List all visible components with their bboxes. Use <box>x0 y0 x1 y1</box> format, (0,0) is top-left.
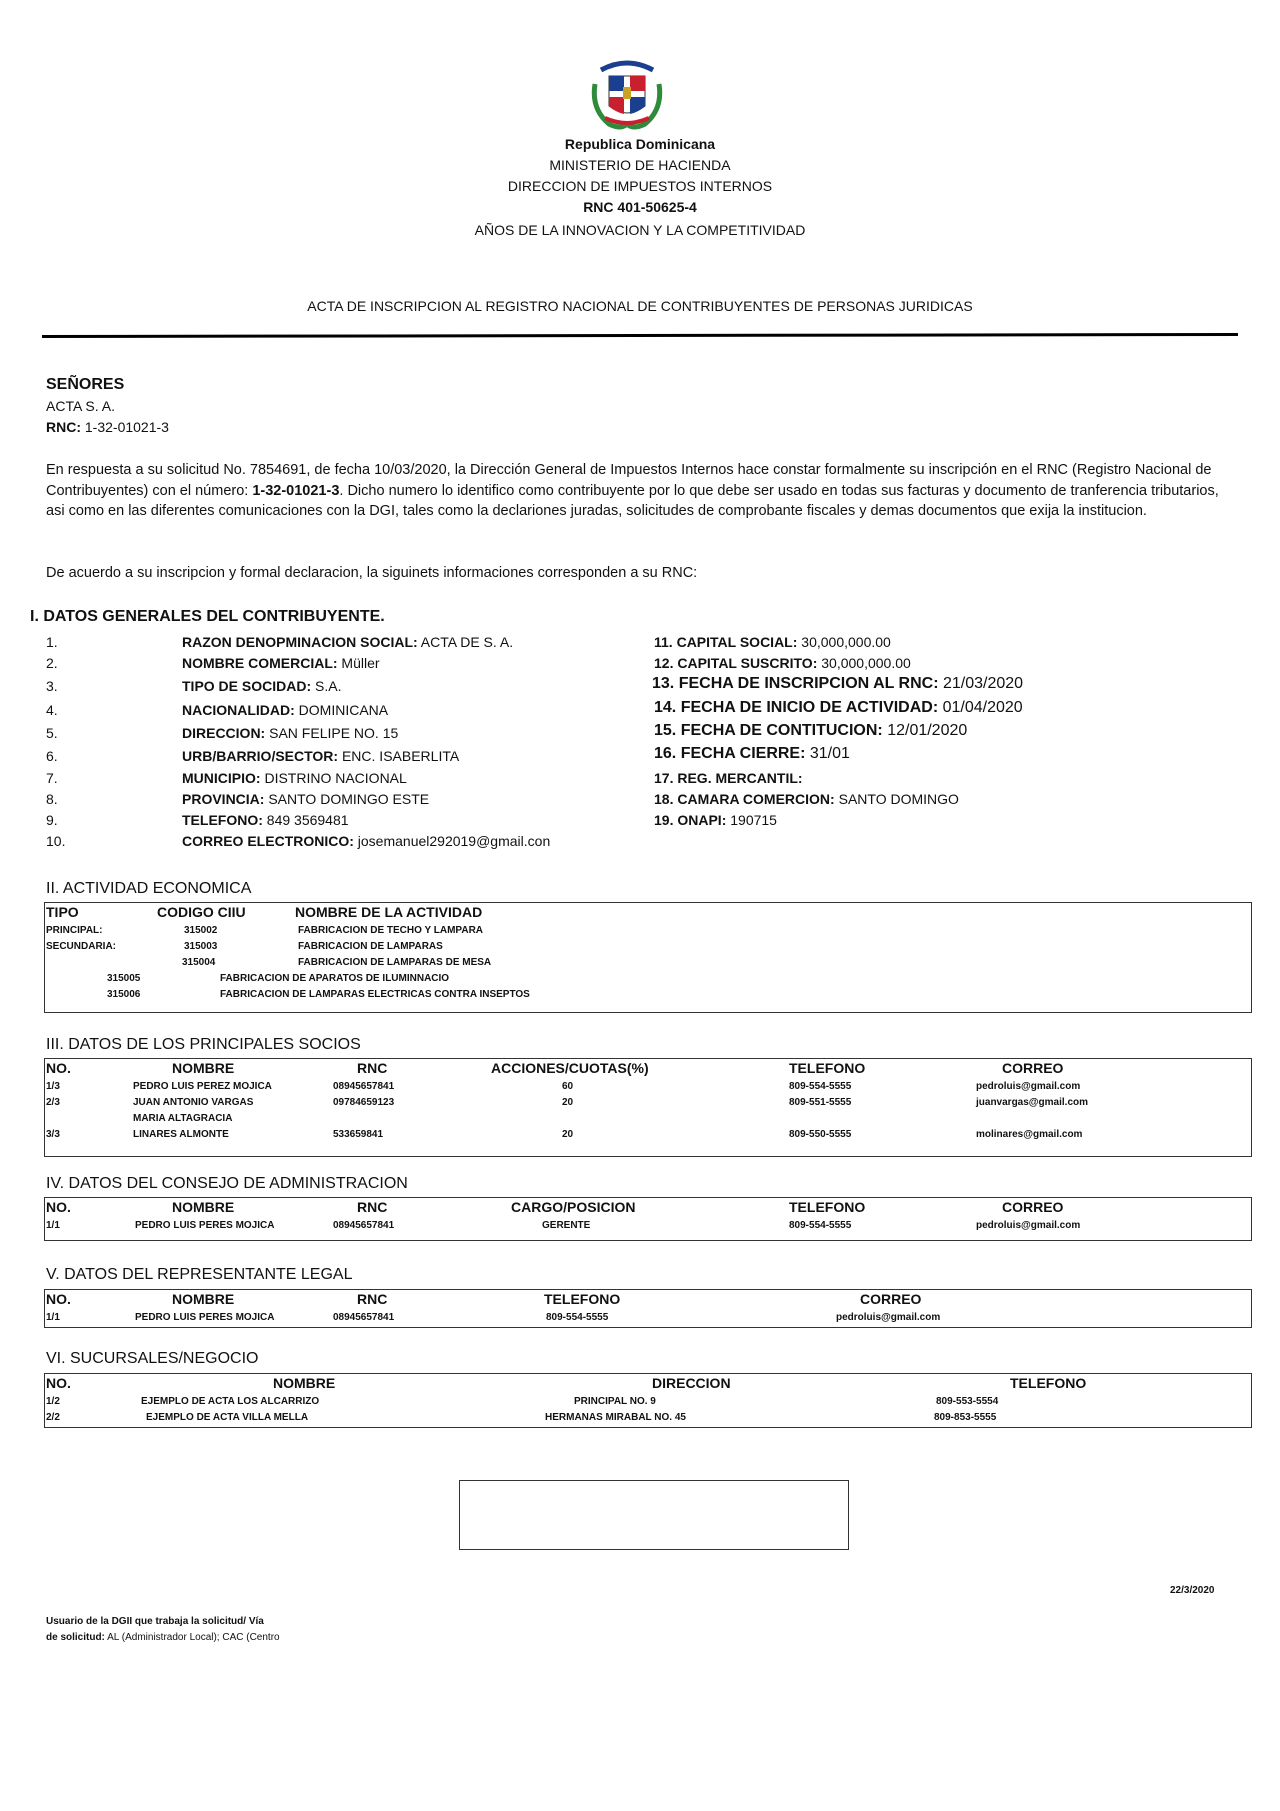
branch-dir: HERMANAS MIRABAL NO. 45 <box>545 1412 686 1423</box>
activity-name: FABRICACION DE LAMPARAS <box>298 941 443 952</box>
branch-no: 2/2 <box>46 1412 60 1423</box>
header-country: Republica Dominicana <box>564 136 716 152</box>
partner-pct: 20 <box>562 1097 574 1108</box>
activity-name: FABRICACION DE APARATOS DE ILUMINNACIO <box>220 973 450 984</box>
legal-header-rnc: RNC <box>357 1291 388 1307</box>
recipient-name: ACTA S. A. <box>46 398 115 414</box>
partner-no: 2/3 <box>46 1097 60 1108</box>
partner-mail: pedroluis@gmail.com <box>976 1081 1081 1092</box>
board-rnc: 08945657841 <box>333 1220 395 1231</box>
gen-no-4: 4. <box>46 702 58 718</box>
partner-name: MARIA ALTAGRACIA <box>133 1113 233 1124</box>
board-mail: pedroluis@gmail.com <box>976 1220 1081 1231</box>
branch-name: EJEMPLO DE ACTA LOS ALCARRIZO <box>141 1396 320 1407</box>
partners-header-no: NO. <box>46 1060 71 1076</box>
branch-tel: 809-853-5555 <box>934 1412 997 1423</box>
salutation: SEÑORES <box>46 376 125 393</box>
gen-field-8: PROVINCIA: SANTO DOMINGO ESTE <box>182 791 430 807</box>
gen-field-18: 18. CAMARA COMERCION: SANTO DOMINGO <box>654 791 959 807</box>
gen-no-3: 3. <box>46 678 58 694</box>
section-2-title: II. ACTIVIDAD ECONOMICA <box>46 880 252 897</box>
legal-tel: 809-554-5555 <box>546 1312 609 1323</box>
board-header-name: NOMBRE <box>172 1199 235 1215</box>
legal-header-mail: CORREO <box>860 1291 922 1307</box>
partners-header-pct: ACCIONES/CUOTAS(%) <box>491 1060 649 1076</box>
partner-rnc: 08945657841 <box>333 1081 395 1092</box>
branch-dir: PRINCIPAL NO. 9 <box>574 1396 656 1407</box>
gen-field-17: 17. REG. MERCANTIL: <box>654 770 803 786</box>
gen-field-2: NOMBRE COMERCIAL: Müller <box>182 655 380 671</box>
section-4-title: IV. DATOS DEL CONSEJO DE ADMINISTRACION <box>46 1175 408 1192</box>
intro-rnc: 1-32-01021-3 <box>252 482 340 499</box>
footer-user-info <box>46 1614 280 1646</box>
coat-of-arms-seal <box>587 54 667 130</box>
partner-name: LINARES ALMONTE <box>133 1129 229 1140</box>
recipient-rnc-label: RNC: <box>46 419 81 435</box>
header-department: DIRECCION DE IMPUESTOS INTERNOS <box>507 178 773 194</box>
recipient-rnc <box>46 419 169 435</box>
partner-name: JUAN ANTONIO VARGAS <box>133 1097 254 1108</box>
footer-user-label-1: Usuario de la DGII que trabaja la solicitud/ Vía <box>46 1616 264 1627</box>
board-header-rnc: RNC <box>357 1199 388 1215</box>
gen-no-6: 6. <box>46 748 58 764</box>
board-no: 1/1 <box>46 1220 60 1231</box>
branches-header-dir: DIRECCION <box>652 1375 731 1391</box>
footer-date: 22/3/2020 <box>1170 1585 1215 1596</box>
partner-pct: 20 <box>562 1129 574 1140</box>
partner-tel: 809-551-5555 <box>789 1097 852 1108</box>
gen-no-5: 5. <box>46 725 58 741</box>
partner-no: 3/3 <box>46 1129 60 1140</box>
header-rnc: RNC 401-50625-4 <box>583 199 697 215</box>
partner-name: PEDRO LUIS PEREZ MOJICA <box>133 1081 272 1092</box>
section-5-title: V. DATOS DEL REPRESENTANTE LEGAL <box>46 1266 353 1283</box>
activity-header-code: CODIGO CIIU <box>157 904 246 920</box>
partners-header-mail: CORREO <box>1002 1060 1064 1076</box>
branches-header-name: NOMBRE <box>273 1375 336 1391</box>
gen-field-13: 13. FECHA DE INSCRIPCION AL RNC: 21/03/2020 <box>652 675 1024 692</box>
legal-header-no: NO. <box>46 1291 71 1307</box>
branches-header-tel: TELEFONO <box>1010 1375 1087 1391</box>
gen-no-1: 1. <box>46 634 58 650</box>
gen-no-2: 2. <box>46 655 58 671</box>
gen-field-10: CORREO ELECTRONICO: josemanuel292019@gmail.con <box>182 833 551 849</box>
board-name: PEDRO LUIS PERES MOJICA <box>135 1220 275 1231</box>
activity-tipo: PRINCIPAL: <box>46 925 103 936</box>
legal-no: 1/1 <box>46 1312 60 1323</box>
gen-field-4: NACIONALIDAD: DOMINICANA <box>182 702 389 718</box>
partners-header-tel: TELEFONO <box>789 1060 866 1076</box>
header-ministry: MINISTERIO DE HACIENDA <box>549 157 731 173</box>
gen-no-9: 9. <box>46 812 58 828</box>
branch-name: EJEMPLO DE ACTA VILLA MELLA <box>146 1412 309 1423</box>
board-header-cargo: CARGO/POSICION <box>511 1199 636 1215</box>
partners-header-name: NOMBRE <box>172 1060 235 1076</box>
gen-field-19: 19. ONAPI: 190715 <box>654 812 777 828</box>
gen-no-8: 8. <box>46 791 58 807</box>
activity-name: FABRICACION DE LAMPARAS DE MESA <box>298 957 492 968</box>
board-header-tel: TELEFONO <box>789 1199 866 1215</box>
declaration-paragraph: De acuerdo a su inscripcion y formal declaracion, la siguinets informaciones corresponden a su RNC: <box>46 565 698 581</box>
footer-user-value: AL (Administrador Local); CAC (Centro <box>104 1632 280 1643</box>
legal-header-name: NOMBRE <box>172 1291 235 1307</box>
section-6-title: VI. SUCURSALES/NEGOCIO <box>46 1350 259 1367</box>
partner-rnc: 09784659123 <box>333 1097 395 1108</box>
partner-rnc: 533659841 <box>333 1129 384 1140</box>
activity-code: 315006 <box>107 989 141 1000</box>
gen-field-9: TELEFONO: 849 3569481 <box>182 812 349 828</box>
board-header-mail: CORREO <box>1002 1199 1064 1215</box>
activity-code: 315004 <box>182 957 216 968</box>
board-cargo: GERENTE <box>542 1220 591 1231</box>
board-tel: 809-554-5555 <box>789 1220 852 1231</box>
activity-header-name: NOMBRE DE LA ACTIVIDAD <box>295 904 483 920</box>
board-header-no: NO. <box>46 1199 71 1215</box>
legal-rnc: 08945657841 <box>333 1312 395 1323</box>
intro-paragraph <box>46 460 1236 522</box>
header-motto: AÑOS DE LA INNOVACION Y LA COMPETITIVIDAD <box>474 222 806 238</box>
section-1-title: I. DATOS GENERALES DEL CONTRIBUYENTE. <box>30 608 385 625</box>
partner-no: 1/3 <box>46 1081 60 1092</box>
gen-field-7: MUNICIPIO: DISTRINO NACIONAL <box>182 770 407 786</box>
partner-tel: 809-554-5555 <box>789 1081 852 1092</box>
branches-header-no: NO. <box>46 1375 71 1391</box>
partner-mail: juanvargas@gmail.com <box>976 1097 1089 1108</box>
legal-name: PEDRO LUIS PERES MOJICA <box>135 1312 275 1323</box>
section-3-title: III. DATOS DE LOS PRINCIPALES SOCIOS <box>46 1036 361 1053</box>
branch-tel: 809-553-5554 <box>936 1396 999 1407</box>
partner-tel: 809-550-5555 <box>789 1129 852 1140</box>
activity-code: 315005 <box>107 973 141 984</box>
gen-field-16: 16. FECHA CIERRE: 31/01 <box>654 745 850 762</box>
partners-header-rnc: RNC <box>357 1060 388 1076</box>
gen-field-3: TIPO DE SOCIDAD: S.A. <box>182 678 342 694</box>
recipient-rnc-value: 1-32-01021-3 <box>84 419 169 435</box>
partner-pct: 60 <box>562 1081 574 1092</box>
gen-no-7: 7. <box>46 770 58 786</box>
partner-mail: molinares@gmail.com <box>976 1129 1083 1140</box>
gen-field-12: 12. CAPITAL SUSCRITO: 30,000,000.00 <box>654 655 911 671</box>
intro-text-a: En respuesta a su solicitud No. 7854691, de fecha 10/03/2020, la Dirección General de Impuestos Internos hace constar formalmente su inscripción en el RNC (Registro Nacional de Contribuyentes) con el número: <box>46 462 1212 499</box>
intro-text-b: . Dicho numero lo identifico como contribuyente por lo que debe ser usado en todas sus facturas y documento de tranferencia tributarios, asi como en las diferentes comunicaciones con la DGI, tales como la declariones juradas, solicitudes de comprobante fiscales y demas documentos que exija la institucion. <box>46 482 1219 519</box>
legal-mail: pedroluis@gmail.com <box>836 1312 941 1323</box>
activity-header-tipo: TIPO <box>46 904 79 920</box>
gen-field-14: 14. FECHA DE INICIO DE ACTIVIDAD: 01/04/2020 <box>654 699 1023 716</box>
title-rule <box>42 333 1238 338</box>
gen-field-15: 15. FECHA DE CONTITUCION: 12/01/2020 <box>654 722 968 739</box>
gen-field-1: RAZON DENOPMINACION SOCIAL: ACTA DE S. A. <box>182 634 514 650</box>
gen-field-6: URB/BARRIO/SECTOR: ENC. ISABERLITA <box>182 748 460 764</box>
activity-name: FABRICACION DE TECHO Y LAMPARA <box>298 925 484 936</box>
branch-no: 1/2 <box>46 1396 60 1407</box>
document-title: ACTA DE INSCRIPCION AL REGISTRO NACIONAL DE CONTRIBUYENTES DE PERSONAS JURIDICAS <box>307 298 973 314</box>
footer-user-label-2: de solicitud: <box>46 1632 105 1643</box>
activity-code: 315003 <box>184 941 218 952</box>
signature-box <box>459 1480 849 1550</box>
activity-tipo: SECUNDARIA: <box>46 941 116 952</box>
gen-field-11: 11. CAPITAL SOCIAL: 30,000,000.00 <box>654 634 891 650</box>
legal-header-tel: TELEFONO <box>544 1291 621 1307</box>
activity-code: 315002 <box>184 925 218 936</box>
activity-name: FABRICACION DE LAMPARAS ELECTRICAS CONTRA INSEPTOS <box>220 989 530 1000</box>
gen-no-10: 10. <box>46 833 66 849</box>
gen-field-5: DIRECCION: SAN FELIPE NO. 15 <box>182 725 399 741</box>
